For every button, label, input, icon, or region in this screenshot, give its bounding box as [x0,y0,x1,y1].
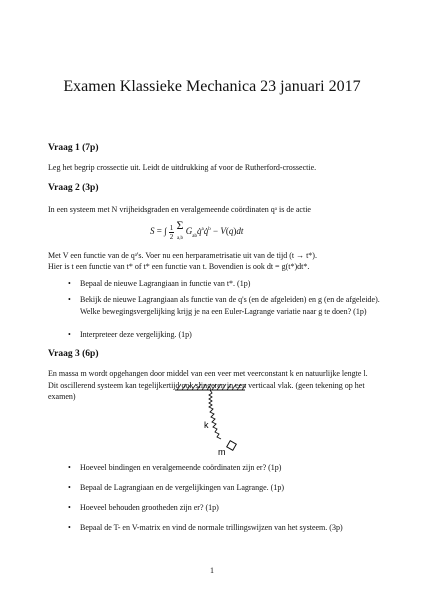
bullet-text: Hoeveel bindingen en veralgemeende coördinaten zijn er? (1p) [80,463,282,472]
exam-title: Examen Klassieke Mechanica 23 januari 2017 [63,78,361,95]
question-1-text: Leg het begrip crossectie uit. Leidt de uitdrukking af voor de Rutherford-crossectie. [48,163,317,172]
question-2-bullet-2 [68,294,380,317]
bullet-dot: • [68,295,71,304]
page-number: 1 [210,566,214,575]
bullet-text: Interpreteer deze vergelijking. (1p) [80,330,192,339]
spring-label: k [204,420,209,430]
mass-block [227,441,237,451]
bullet-text: Hoeveel behouden grootheden zijn er? (1p) [80,503,219,512]
bullet-dot: • [68,523,71,532]
bullet-dot: • [68,483,71,492]
ceiling-hatching [175,384,246,390]
bullet-dot: • [68,503,71,512]
question-3-text: En massa m wordt opgehangen door middel van een veer met veerconstant k en natuurlijke lengte l. Dit oscillerend systeem kan tegelijkertijd ook slingeren in een verticaal vlak. (geen tekening op het examen) [48,369,368,401]
question-2-bullet-1 [68,278,380,290]
spring-pendulum-figure [170,380,250,460]
bullet-dot: • [68,330,71,339]
question-3-bullet-2 [68,482,380,494]
bullet-text: Bekijk de nieuwe Lagrangiaan als functie van de q's (en de afgeleiden) en g (en de afgeleide). Welke bewegingsvergelijking krijg je na een Euler-Lagrange variatie naar g te doen? (1p) [80,295,380,316]
question-2-line-1: Met V een functie van de qᵃ's. Voer nu een herparametrisatie uit van de tijd (t → t*). [48,251,317,260]
question-3-bullet-4 [68,522,380,534]
question-2-heading: Vraag 2 (3p) [48,183,99,193]
question-3-heading: Vraag 3 (6p) [48,349,99,359]
question-2-bullet-3 [68,329,380,341]
question-2-line-2: Hier is t een functie van t* of t* een functie van t. Bovendien is ook dt = g(t*)dt*. [48,262,310,271]
spring [209,390,221,439]
bullet-dot: • [68,279,71,288]
question-3-bullet-3 [68,502,380,514]
bullet-text: Bepaal de nieuwe Lagrangiaan in functie van t*. (1p) [80,279,251,288]
bullet-text: Bepaal de Lagrangiaan en de vergelijkingen van Lagrange. (1p) [80,483,284,492]
action-equation: S = ∫ $\frac{1}{2}$ Σ a,b $G_{ab}q̇^aq̇^b - V(q)dt$ [150,218,244,241]
question-2-intro: In een systeem met N vrijheidsgraden en veralgemeende coördinaten qᵃ is de actie [48,205,311,214]
bullet-text: Bepaal de T- en V-matrix en vind de normale trillingswijzen van het systeem. (3p) [80,523,343,532]
question-3-bullet-1 [68,462,380,474]
bullet-dot: • [68,463,71,472]
mass-label: m [218,447,226,457]
question-1-heading: Vraag 1 (7p) [48,143,99,153]
